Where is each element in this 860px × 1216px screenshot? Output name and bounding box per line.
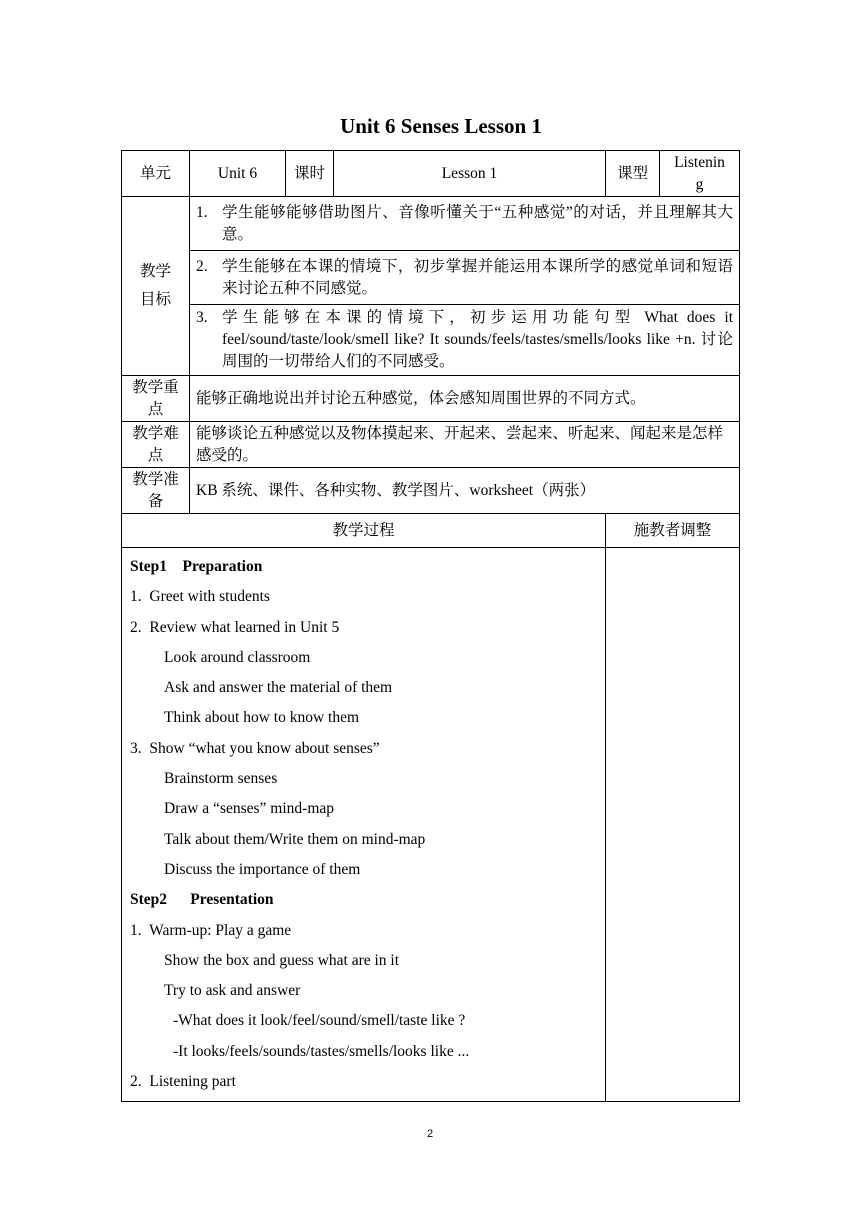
process-content [122, 548, 606, 1102]
header-row [122, 151, 740, 197]
period-label: 课时 [286, 151, 334, 197]
process-line: 3. Show “what you know about senses” [130, 739, 380, 757]
type-value [660, 151, 740, 197]
document-title: Unit 6 Senses Lesson 1 [340, 114, 542, 138]
process-line: Show the box and guess what are in it [164, 951, 400, 969]
process-row [122, 548, 740, 1102]
objective-item [196, 200, 733, 248]
objective-text: 学生能够在本课的情境下，初步掌握并能运用本课所学的感觉单词和短语来讨论五种不同感觉。 [222, 257, 733, 297]
key-points-label-line2: 点 [147, 400, 164, 418]
objective-cell-2 [190, 251, 740, 305]
unit-label: 单元 [122, 151, 190, 197]
objectives-label-line2: 目标 [139, 291, 171, 308]
process-line: -It looks/feels/sounds/tastes/smells/looks like ... [173, 1042, 470, 1060]
process-line: Try to ask and answer [164, 982, 301, 1000]
objective-text: 学生能够在本课的情境下，初步运用功能句型 What does it feel/sound/taste/look/smell like? It sounds/feels/tastes/smells/looks like +n. 讨论周围的一切带给人们的不同感受。 [222, 309, 733, 370]
type-label: 课型 [606, 151, 660, 197]
preparation-label-line2: 备 [147, 492, 164, 510]
objectives-label [122, 197, 190, 376]
preparation-label [122, 468, 190, 514]
process-line: Look around classroom [164, 648, 311, 666]
preparation-label-line1: 教学准 [132, 470, 179, 488]
key-points-label-line1: 教学重 [132, 378, 179, 396]
teacher-adjustment-cell [606, 548, 740, 1102]
objective-item [196, 254, 733, 302]
objective-row-3 [122, 305, 740, 376]
difficulties-text: 能够谈论五种感觉以及物体摸起来、开起来、尝起来、听起来、闻起来是怎样感受的。 [190, 422, 740, 468]
difficulties-row [122, 422, 740, 468]
objective-number: 1. [196, 203, 208, 221]
unit-value: Unit 6 [190, 151, 286, 197]
objectives-label-line1: 教学 [139, 263, 171, 280]
process-line: Brainstorm senses [164, 770, 278, 788]
period-value: Lesson 1 [334, 151, 606, 197]
key-points-text: 能够正确地说出并讨论五种感觉，体会感知周围世界的不同方式。 [190, 376, 740, 422]
process-line: 2. Review what learned in Unit 5 [130, 618, 340, 636]
objective-row-2 [122, 251, 740, 305]
step1-heading: Step1 Preparation [130, 558, 263, 575]
process-line: Talk about them/Write them on mind-map [164, 830, 426, 848]
process-header-right: 施教者调整 [606, 514, 740, 548]
objective-number: 2. [196, 257, 208, 275]
difficulties-label-line2: 点 [147, 446, 164, 464]
objective-cell-3 [190, 305, 740, 376]
difficulties-label-line1: 教学难 [132, 424, 179, 442]
process-line: Draw a “senses” mind-map [164, 800, 335, 818]
objective-item [196, 305, 733, 375]
key-points-row [122, 376, 740, 422]
process-line: 1. Greet with students [130, 588, 270, 606]
process-line: Think about how to know them [164, 709, 360, 727]
process-line: -What does it look/feel/sound/smell/taste like ? [173, 1012, 466, 1030]
preparation-text: KB 系统、课件、各种实物、教学图片、worksheet（两张） [190, 468, 740, 514]
process-header-left: 教学过程 [122, 514, 606, 548]
page-number: 2 [426, 1128, 434, 1140]
preparation-row [122, 468, 740, 514]
type-value-line1: Listenin [674, 153, 725, 171]
objective-row-1 [122, 197, 740, 251]
process-line: Ask and answer the material of them [164, 679, 393, 697]
objective-number: 3. [196, 309, 208, 326]
process-line: 1. Warm-up: Play a game [130, 921, 292, 939]
key-points-label [122, 376, 190, 422]
process-header-row [122, 514, 740, 548]
process-line: Discuss the importance of them [164, 860, 361, 878]
objective-text: 学生能够能够借助图片、音像听懂关于“五种感觉”的对话，并且理解其大意。 [222, 203, 733, 243]
type-value-line2: g [695, 175, 704, 193]
lesson-plan-table [121, 150, 740, 1102]
process-line: 2. Listening part [130, 1073, 236, 1091]
objective-cell-1 [190, 197, 740, 251]
step2-heading: Step2 Presentation [130, 891, 274, 909]
difficulties-label [122, 422, 190, 468]
